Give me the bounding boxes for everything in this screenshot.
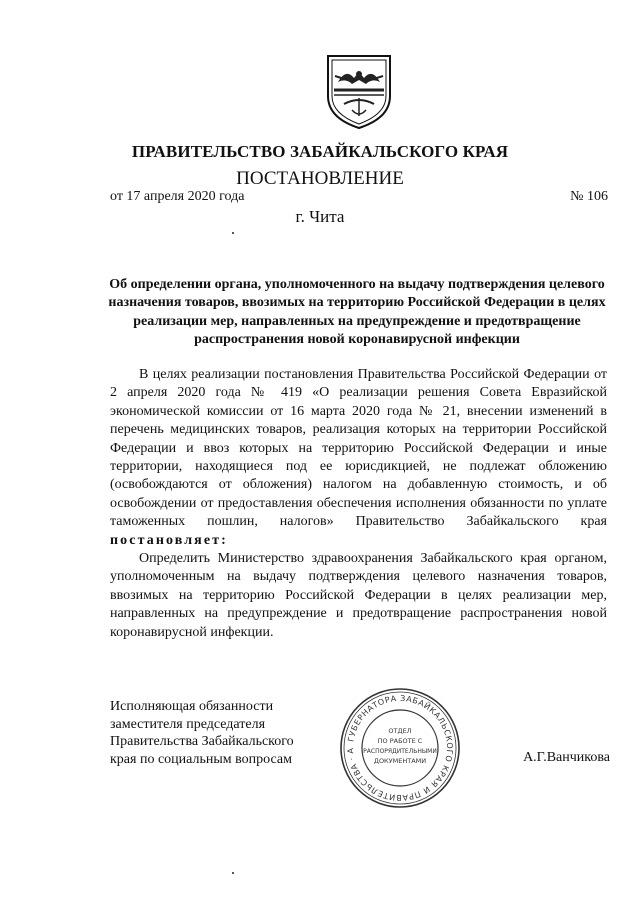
signer-line: Исполняющая обязанности <box>110 699 274 714</box>
stamp-center-line: РАСПОРЯДИТЕЛЬНЫМИ <box>363 748 437 755</box>
signer-line: Правительства Забайкальского <box>110 734 294 750</box>
document-date: от 17 апреля 2020 года <box>110 189 245 204</box>
document-city: г. Чита <box>295 207 345 226</box>
document-type: ПОСТАНОВЛЕНИЕ <box>236 168 404 189</box>
document-subject: Об определении органа, уполномоченного на выдачу подтверждения целевого назначения товаров, ввозимых на территорию Российской Федерации в целях реализации мер, направленных на предупреждение и предотвращение распространения новой коронавирусной инфекции <box>108 277 606 347</box>
scan-dot <box>232 232 234 234</box>
stamp-center-line: ПО РАБОТЕ С <box>377 737 423 745</box>
document-number: № 106 <box>570 189 608 204</box>
scan-dot <box>232 872 234 874</box>
stamp-center-line: ДОКУМЕНТАМИ <box>373 757 427 765</box>
official-stamp <box>338 686 462 810</box>
coat-of-arms-emblem <box>324 52 394 130</box>
signer-line: края по социальным вопросам <box>110 751 292 767</box>
decree-word: постановляет: <box>110 532 228 548</box>
stamp-ring-text: ГУБЕРНАТОРА ЗАБАЙКАЛЬСКОГО КРАЯ И ПРАВИТЕЛЬСТВА · А <box>345 693 455 803</box>
preamble-paragraph <box>110 366 607 550</box>
stamp-center-line: ОТДЕЛ <box>388 727 412 735</box>
preamble-text: В целях реализации постановления Правительства Российской Федерации от 2 апреля 2020 года № 419 «О реализации решения Совета Евразийской экономической комиссии от 16 марта 2020 года № 21, внесении изменений в перечень медицинских товаров, реализация которых на территории Российской Федерации и ввоз которых на территорию Российской Федерации и иные территории, находящиеся под ее юрисдикцией, не подлежат обложению (освобождаются от обложения) налогом на добавленную стоимость, и об освобождении от предоставления обеспечения исполнения обязанности по уплате таможенных пошлин, налогов» Правительство Забайкальского края <box>110 367 607 530</box>
signer-title <box>110 698 294 768</box>
government-title: ПРАВИТЕЛЬСТВО ЗАБАЙКАЛЬСКОГО КРАЯ <box>131 142 509 161</box>
signer-line: заместителя председателя <box>110 716 266 732</box>
decision-paragraph: Определить Министерство здравоохранения Забайкальского края органом, уполномоченным на выдачу подтверждения целевого назначения товаров, ввозимых на территорию Российской Федерации в целях реализации мер, направленных на предупреждение и предотвращение распространения новой коронавирусной инфекции. <box>110 551 607 640</box>
signer-name: А.Г.Ванчикова <box>523 750 610 765</box>
